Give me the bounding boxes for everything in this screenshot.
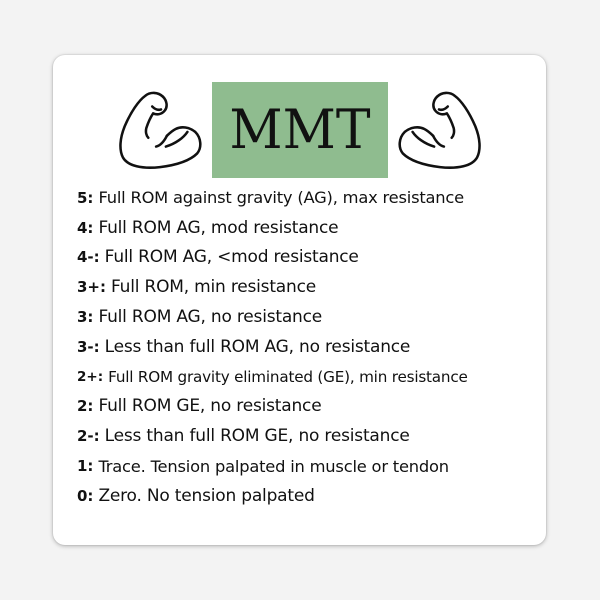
title-banner bbox=[212, 82, 388, 178]
grading-scale-list bbox=[77, 183, 537, 511]
scale-item-3-minus bbox=[77, 332, 537, 362]
scale-item-0 bbox=[77, 481, 537, 511]
grade-label: 2-: bbox=[77, 427, 100, 446]
grade-description: Less than full ROM GE, no resistance bbox=[104, 426, 410, 447]
grade-description: Full ROM AG, no resistance bbox=[98, 307, 323, 328]
grade-label: 2+: bbox=[77, 368, 104, 385]
grade-label: 2: bbox=[77, 397, 94, 416]
scale-item-2 bbox=[77, 392, 537, 422]
grade-description: Full ROM GE, no resistance bbox=[98, 396, 322, 417]
scale-item-5 bbox=[77, 183, 537, 213]
grade-label: 3: bbox=[77, 308, 94, 327]
page-title: MMT bbox=[229, 98, 371, 162]
flexed-arm-icon bbox=[117, 82, 205, 174]
grade-description: Full ROM AG, <mod resistance bbox=[104, 247, 359, 268]
grade-description: Full ROM against gravity (AG), max resistance bbox=[98, 188, 464, 208]
grade-label: 4-: bbox=[77, 248, 100, 267]
scale-item-2-plus bbox=[77, 362, 537, 392]
scale-item-2-minus bbox=[77, 421, 537, 451]
grade-description: Full ROM gravity eliminated (GE), min resistance bbox=[108, 367, 468, 386]
grade-label: 5: bbox=[77, 188, 94, 207]
grade-label: 1: bbox=[77, 457, 94, 476]
scale-item-3 bbox=[77, 302, 537, 332]
grade-label: 0: bbox=[77, 486, 94, 505]
scale-item-4-minus bbox=[77, 243, 537, 273]
scale-item-1 bbox=[77, 451, 537, 481]
grade-label: 3+: bbox=[77, 278, 107, 297]
grade-description: Full ROM, min resistance bbox=[111, 277, 316, 298]
grade-description: Full ROM AG, mod resistance bbox=[98, 217, 339, 238]
scale-item-4 bbox=[77, 213, 537, 243]
grade-description: Zero. No tension palpated bbox=[98, 485, 315, 506]
flexed-arm-icon bbox=[395, 82, 483, 174]
scale-item-3-plus bbox=[77, 272, 537, 302]
grade-label: 4: bbox=[77, 218, 94, 237]
grade-description: Trace. Tension palpated in muscle or tendon bbox=[98, 456, 449, 476]
grade-label: 3-: bbox=[77, 337, 100, 356]
grade-description: Less than full ROM AG, no resistance bbox=[104, 336, 411, 357]
